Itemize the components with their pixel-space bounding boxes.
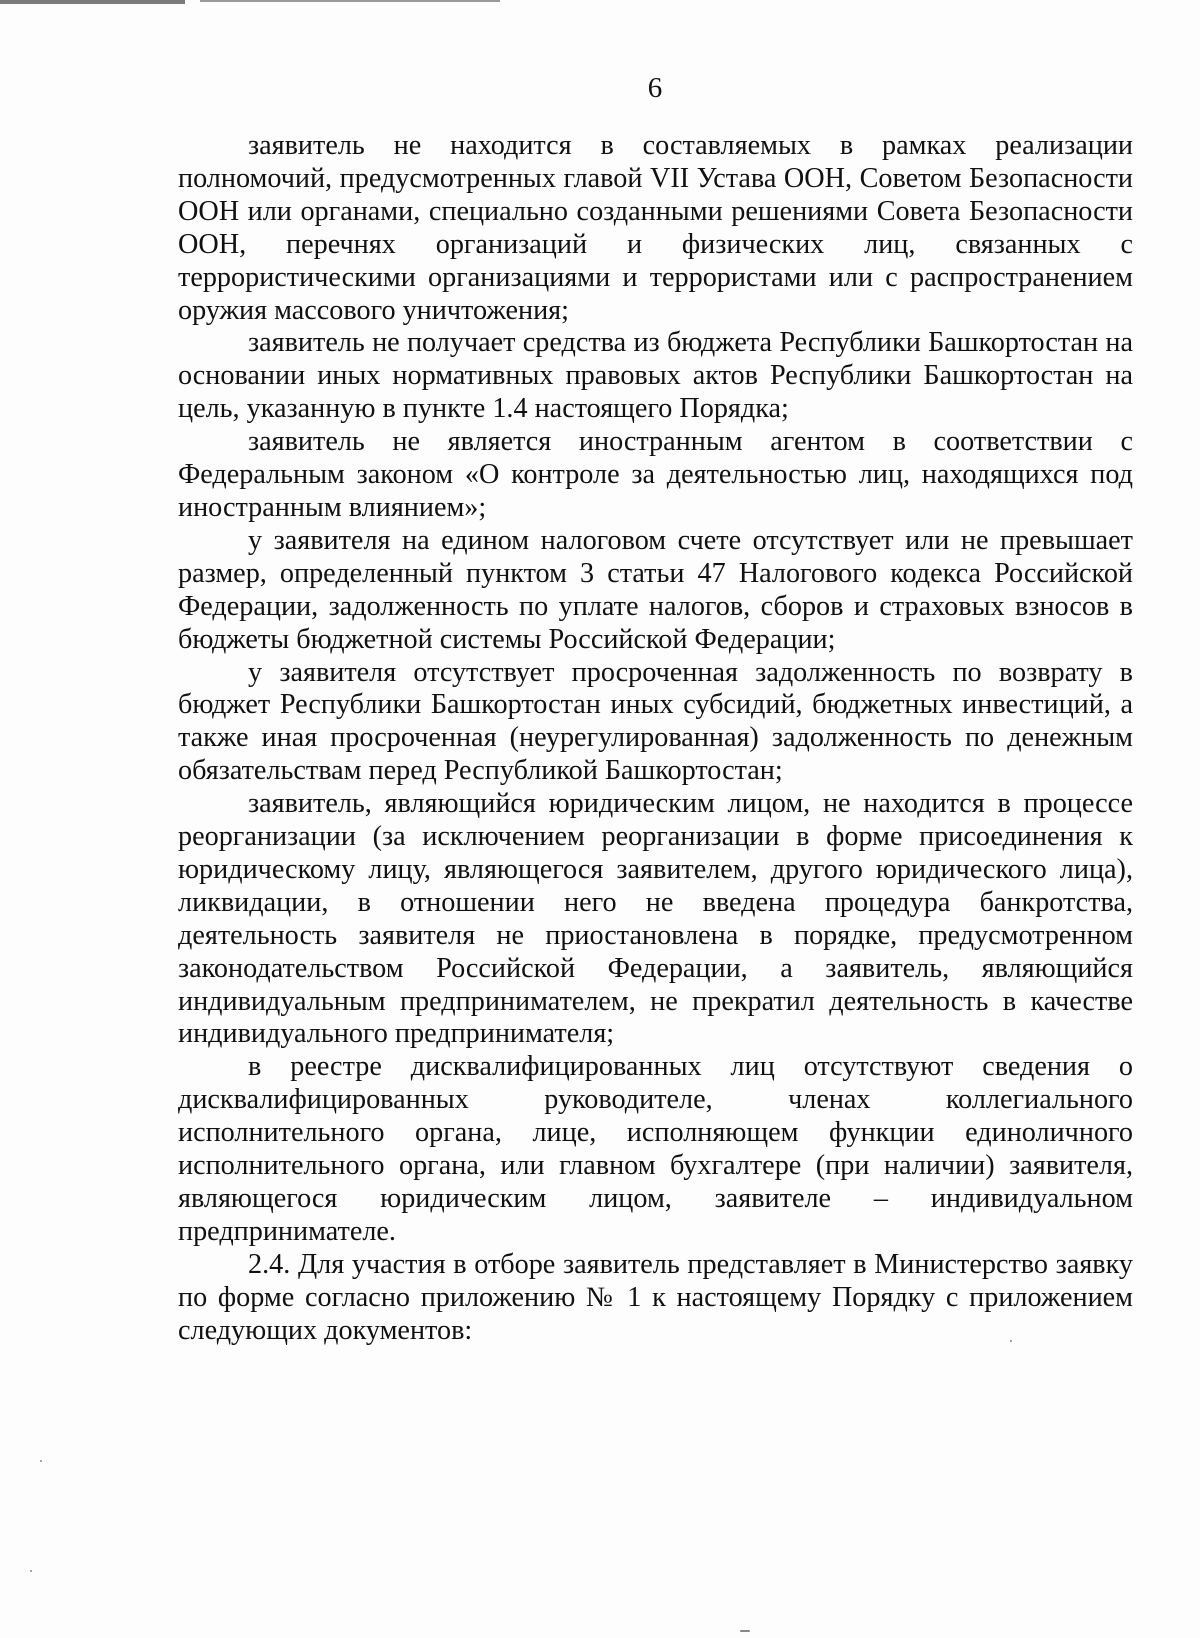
document-body: [178, 130, 1133, 1348]
scan-speck: [30, 1570, 32, 1572]
scan-edge-mark: [200, 0, 500, 2]
paragraph: у заявителя отсутствует просроченная задолженность по возврату в бюджет Республики Башкортостан иных субсидий, бюджетных инвестиций, а также иная просроченная (неурегулированная) задолженность по денежным обязательствам перед Республикой Башкортостан;: [178, 656, 1133, 787]
scan-speck: [40, 1460, 42, 1462]
paragraph: 2.4. Для участия в отборе заявитель представляет в Министерство заявку по форме согласно приложению № 1 к настоящему Порядку с приложением следующих документов:: [178, 1248, 1133, 1346]
scan-speck: [740, 1630, 750, 1632]
page-number: 6: [647, 72, 663, 104]
paragraph: у заявителя на едином налоговом счете отсутствует или не превышает размер, определенный пунктом 3 статьи 47 Налогового кодекса Российской Федерации, задолженность по уплате налогов, сборов и страховых взносов в бюджеты бюджетной системы Российской Федерации;: [178, 524, 1133, 655]
paragraph: заявитель не получает средства из бюджета Республики Башкортостан на основании иных нормативных правовых актов Республики Башкортостан на цель, указанную в пункте 1.4 настоящего Порядка;: [178, 327, 1133, 425]
paragraph: заявитель не находится в составляемых в рамках реализации полномочий, предусмотренных главой VII Устава ООН, Советом Безопасности ООН или органами, специально созданными решениями Совета Безопасности ООН, перечнях организаций и физических лиц, связанных с террористическими организациями и террористами или с распространением оружия массового уничтожения;: [178, 130, 1133, 326]
scan-speck: [1010, 1340, 1012, 1342]
paragraph: заявитель не является иностранным агентом в соответствии с Федеральным законом «О контроле за деятельностью лиц, находящихся под иностранным влиянием»;: [178, 426, 1133, 523]
paragraph: заявитель, являющийся юридическим лицом, не находится в процессе реорганизации (за исключением реорганизации в форме присоединения к юридическому лицу, являющегося заявителем, другого юридического лица), ликвидации, в отношении него не введена процедура банкротства, деятельность заявителя не приостановлена в порядке, предусмотренном законодательством Российской Федерации, а заявитель, являющийся индивидуальным предпринимателем, не прекратил деятельность в качестве индивидуального предпринимателя;: [178, 788, 1133, 1050]
paragraph: в реестре дисквалифицированных лиц отсутствуют сведения о дисквалифицированных руководителе, членах коллегиального исполнительного органа, лице, исполняющем функции единоличного исполнительного органа, или главном бухгалтере (при наличии) заявителя, являющегося юридическим лицом, заявителе – индивидуальном предпринимателе.: [178, 1051, 1133, 1247]
scan-edge-mark: [0, 0, 185, 4]
